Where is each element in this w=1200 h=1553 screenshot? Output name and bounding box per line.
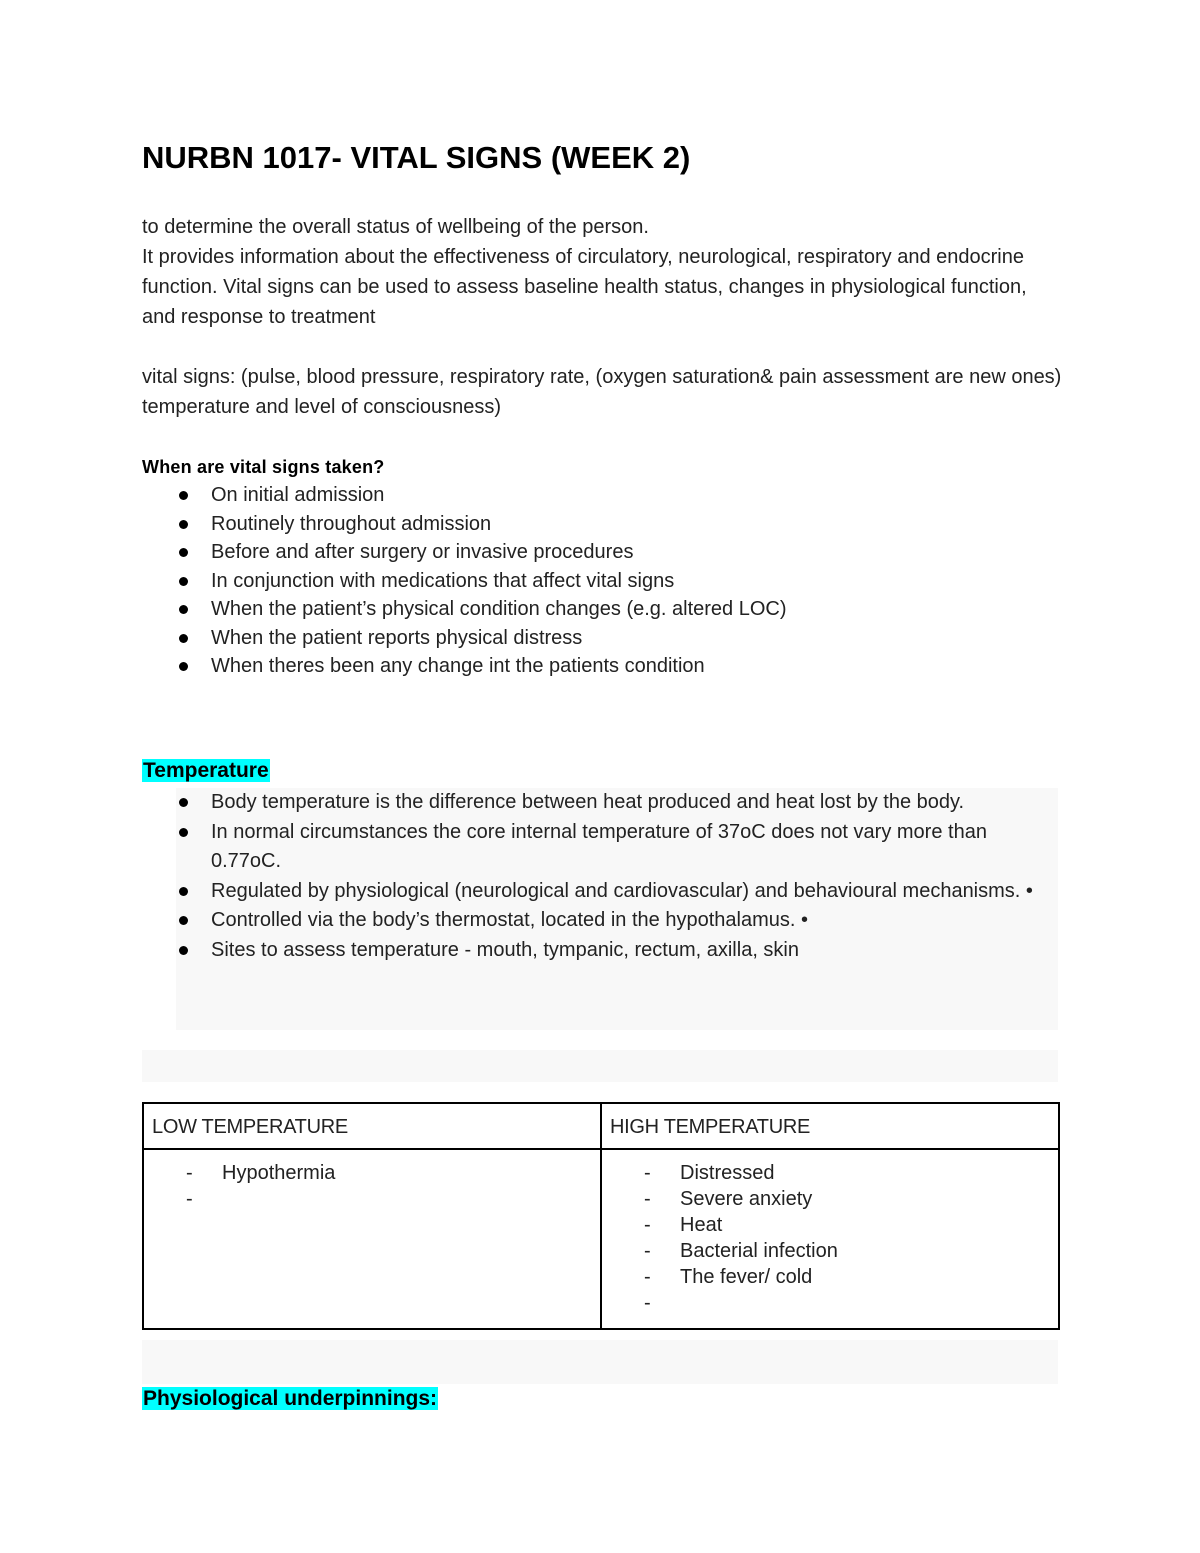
dash-marker: -	[644, 1162, 651, 1184]
list-item-text: Sites to assess temperature - mouth, tympanic, rectum, axilla, skin	[211, 938, 799, 961]
list-item	[644, 1238, 1058, 1264]
list-item-text: When the patient’s physical condition changes (e.g. altered LOC)	[211, 598, 787, 620]
list-item-text: Severe anxiety	[680, 1188, 813, 1210]
list-item-text: Routinely throughout admission	[211, 512, 492, 535]
vital-signs-paragraph: vital signs: (pulse, blood pressure, respiratory rate, (oxygen saturation& pain assessment are new ones) temperature and level of consciousness)	[142, 366, 1062, 418]
dash-marker: -	[644, 1292, 651, 1314]
list-item	[176, 595, 787, 624]
list-item-text: Hypothermia	[222, 1162, 336, 1184]
table-row	[143, 1149, 1059, 1329]
list-item-text: Regulated by physiological (neurological and cardiovascular) and behavioural mechanisms. •	[211, 879, 1033, 902]
bullet-icon	[179, 798, 188, 807]
bullet-icon	[179, 634, 188, 643]
list-item	[176, 906, 1036, 936]
dash-marker: -	[644, 1240, 651, 1262]
highlighted-text: Temperature	[143, 759, 269, 782]
bullet-icon	[179, 577, 188, 586]
list-item-text: When theres been any change int the patients condition	[211, 655, 705, 677]
low-temperature-cell	[143, 1149, 601, 1329]
list-item-text: Before and after surgery or invasive procedures	[211, 541, 634, 563]
list-item-text: Controlled via the body’s thermostat, located in the hypothalamus. •	[211, 909, 808, 931]
list-item	[176, 652, 787, 681]
bullet-icon	[179, 916, 188, 925]
document-title: NURBN 1017- VITAL SIGNS (WEEK 2)	[142, 140, 691, 175]
list-item	[644, 1264, 1058, 1290]
list-item	[176, 567, 787, 596]
bullet-icon	[179, 946, 188, 955]
temperature-heading	[142, 756, 270, 786]
bullet-icon	[179, 520, 188, 529]
list-item	[176, 510, 787, 539]
physiology-heading	[142, 1384, 438, 1414]
list-item-text: When the patient reports physical distress	[211, 626, 583, 649]
list-item	[176, 818, 1036, 877]
dash-marker: -	[644, 1188, 651, 1210]
shaded-block	[142, 1340, 1058, 1384]
temperature-table	[142, 1102, 1060, 1330]
dash-marker: -	[644, 1266, 651, 1288]
list-item-text: In conjunction with medications that affect vital signs	[211, 569, 675, 592]
list-item	[176, 624, 787, 653]
list-item	[176, 481, 787, 510]
list-item-text: Bacterial infection	[680, 1240, 838, 1262]
list-item-text: In normal circumstances the core internal temperature of 37oC does not vary more than 0.77oC.	[211, 820, 987, 872]
column-header-high: HIGH TEMPERATURE	[601, 1103, 1059, 1149]
list-item-text: On initial admission	[211, 484, 385, 506]
bullet-icon	[179, 887, 188, 896]
high-temperature-list	[602, 1160, 1058, 1314]
list-item-text: Heat	[680, 1214, 723, 1236]
column-header-low: LOW TEMPERATURE	[143, 1103, 601, 1149]
list-item	[176, 538, 787, 567]
bullet-icon	[179, 828, 188, 837]
list-item	[644, 1186, 1058, 1212]
list-item	[644, 1212, 1058, 1238]
table-header-row	[143, 1103, 1059, 1149]
when-heading: When are vital signs taken?	[142, 457, 385, 477]
shaded-block	[142, 1050, 1058, 1082]
temperature-list	[176, 788, 1036, 965]
high-temperature-cell	[601, 1149, 1059, 1329]
list-item-text: Body temperature is the difference between heat produced and heat lost by the body.	[211, 791, 965, 813]
bullet-icon	[179, 491, 188, 500]
list-item	[186, 1160, 600, 1186]
list-item	[644, 1160, 1058, 1186]
info-paragraph: It provides information about the effectiveness of circulatory, neurological, respiratory and endocrine function. Vital signs can be used to assess baseline health status, changes in physiological function, and response to treatment	[142, 246, 1027, 328]
when-list	[176, 481, 787, 681]
highlighted-text: Physiological underpinnings:	[143, 1387, 438, 1410]
bullet-icon	[179, 548, 188, 557]
dash-marker: -	[644, 1214, 651, 1236]
list-item-text: The fever/ cold	[680, 1266, 813, 1288]
dash-marker: -	[186, 1188, 193, 1210]
list-item	[176, 936, 1036, 966]
low-temperature-list	[144, 1160, 600, 1210]
list-item	[176, 788, 1036, 818]
bullet-icon	[179, 662, 188, 671]
list-item-text: Distressed	[680, 1162, 775, 1184]
purpose-text: to determine the overall status of wellbeing of the person.	[142, 216, 649, 238]
list-item	[176, 877, 1036, 907]
bullet-icon	[179, 605, 188, 614]
dash-marker: -	[186, 1162, 193, 1184]
